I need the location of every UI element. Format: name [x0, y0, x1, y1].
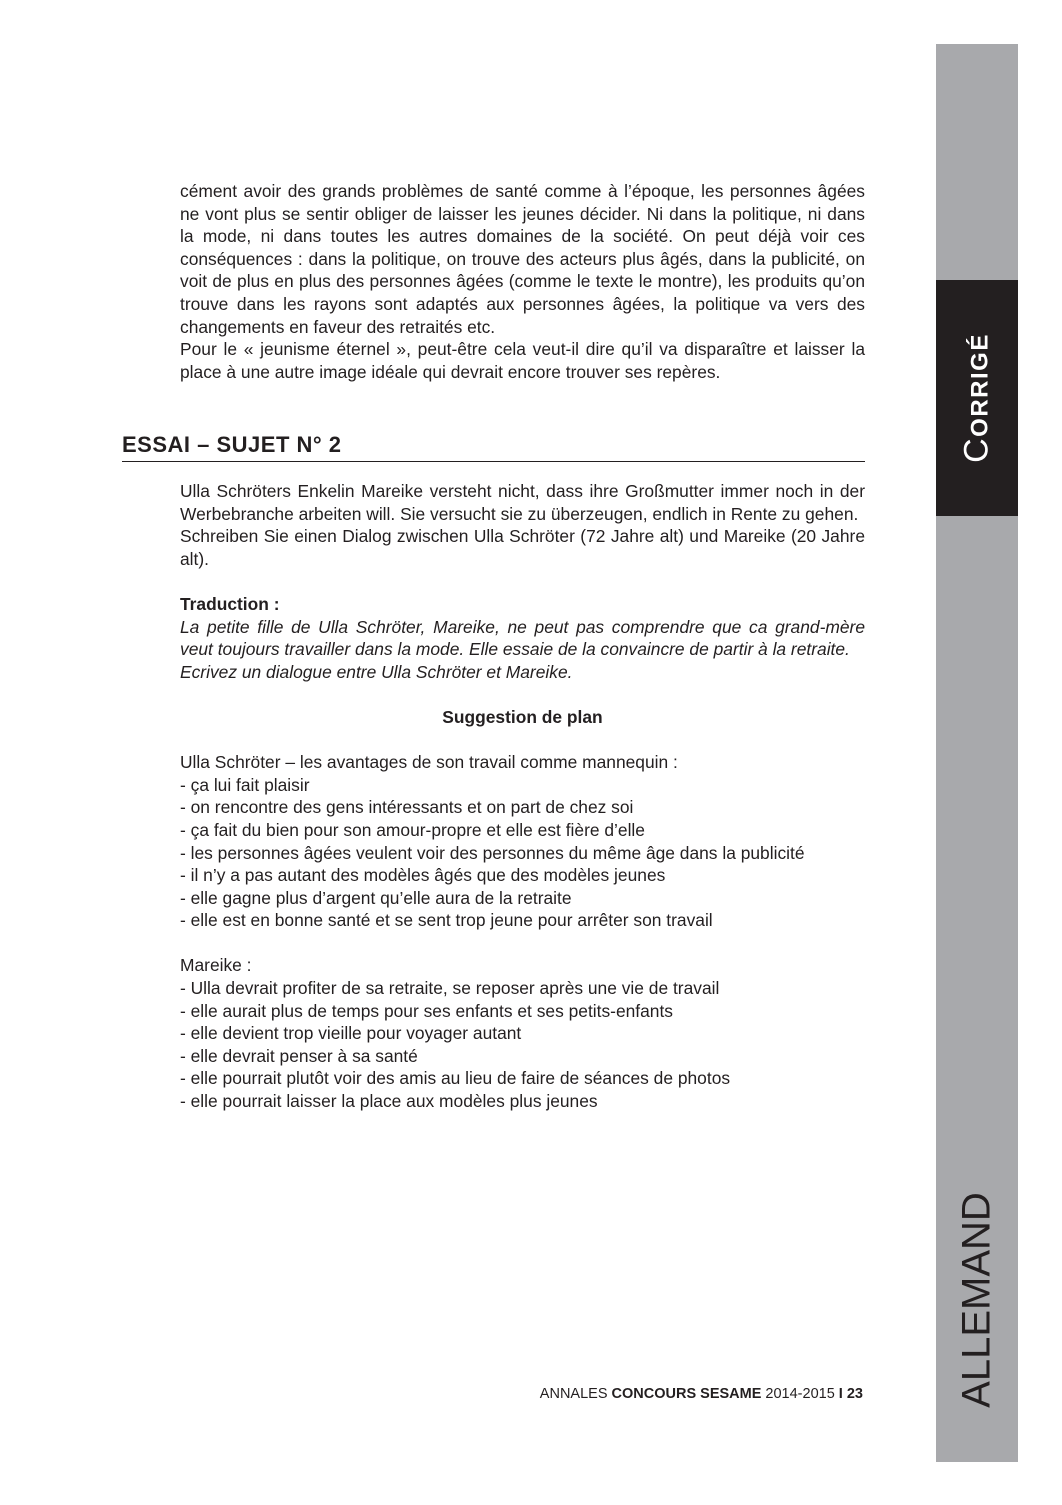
corrige-rest: ORRIGÉ — [966, 333, 994, 437]
mareike-title: Mareike : — [180, 955, 252, 976]
list-item: - il n’y a pas autant des modèles âgés que des modèles jeunes — [180, 865, 666, 886]
corrige-label — [958, 333, 997, 463]
list-item: - ça lui fait plaisir — [180, 774, 310, 795]
list-item: - elle gagne plus d’argent qu’elle aura de la retraite — [180, 887, 572, 908]
intro-paragraph-1: cément avoir des grands problèmes de santé comme à l’époque, les personnes âgées ne vont plus se sentir obliger de laisser les jeunes décider. Ni dans la politique, ni dans la mode, ni dans toutes les autres domaines de la société. On peut déjà voir ces conséquences : dans la politique, on trouve des acteurs plus âgés, dans la publicité, on voit de plus en plus des personnes âgées (comme le texte le montre), les produits qu’on trouve dans les rayons sont adaptés aux personnes âgées, la politique va vers des changements en faveur des retraités etc. — [180, 181, 865, 337]
ulla-list — [180, 774, 865, 932]
essay-content — [180, 480, 865, 1113]
intro-text — [180, 180, 865, 383]
page-footer — [540, 1386, 863, 1402]
footer-years: 2014-2015 — [765, 1386, 835, 1402]
footer-separator: I — [838, 1386, 843, 1402]
translation-text-1: La petite fille de Ulla Schröter, Mareike, ne peut pas comprendre que ca grand-mère veut toujours travailler dans la mode. Elle essaie de la convaincre de partir à la retraite. — [180, 616, 865, 660]
ulla-title: Ulla Schröter – les avantages de son travail comme mannequin : — [180, 752, 678, 773]
list-item: - elle aurait plus de temps pour ses enfants et ses petits-enfants — [180, 1000, 674, 1021]
list-item: - elle pourrait plutôt voir des amis au lieu de faire de séances de photos — [180, 1068, 731, 1089]
translation-text-2: Ecrivez un dialogue entre Ulla Schröter et Mareike. — [180, 661, 573, 682]
section-title: ESSAI – SUJET N° 2 — [122, 432, 865, 462]
list-item: - les personnes âgées veulent voir des personnes du même âge dans la publicité — [180, 842, 805, 863]
translation-label: Traduction : — [180, 593, 280, 614]
list-item: - elle est en bonne santé et se sent trop jeune pour arrêter son travail — [180, 910, 713, 931]
plan-heading: Suggestion de plan — [442, 706, 603, 727]
list-item: - on rencontre des gens intéressants et on part de chez soi — [180, 797, 634, 818]
subject-paragraph-1: Ulla Schröters Enkelin Mareike versteht nicht, dass ihre Großmutter immer noch in der Werbebranche arbeiten will. Sie versucht sie zu überzeugen, endlich in Rente zu gehen. — [180, 481, 865, 524]
list-item: - elle devrait penser à sa santé — [180, 1045, 418, 1066]
list-item: - elle devient trop vieille pour voyager autant — [180, 1023, 522, 1044]
page-number: 23 — [846, 1386, 863, 1402]
subject-paragraph-2: Schreiben Sie einen Dialog zwischen Ulla Schröter (72 Jahre alt) und Mareike (20 Jahre alt). — [180, 526, 865, 569]
corrige-initial: C — [957, 436, 996, 463]
footer-concours: CONCOURS SESAME — [611, 1386, 762, 1402]
intro-paragraph-2: Pour le « jeunisme éternel », peut-être cela veut-il dire qu’il va disparaître et laisser la place à une autre image idéale qui devrait encore trouver ses repères. — [180, 339, 865, 382]
footer-annales: ANNALES — [539, 1386, 608, 1402]
list-item: - Ulla devrait profiter de sa retraite, se reposer après une vie de travail — [180, 978, 720, 999]
list-item: - ça fait du bien pour son amour-propre et elle est fière d’elle — [180, 819, 645, 840]
subject-label: ALLEMAND — [954, 1192, 999, 1408]
mareike-list — [180, 977, 865, 1113]
list-item: - elle pourrait laisser la place aux modèles plus jeunes — [180, 1091, 598, 1112]
